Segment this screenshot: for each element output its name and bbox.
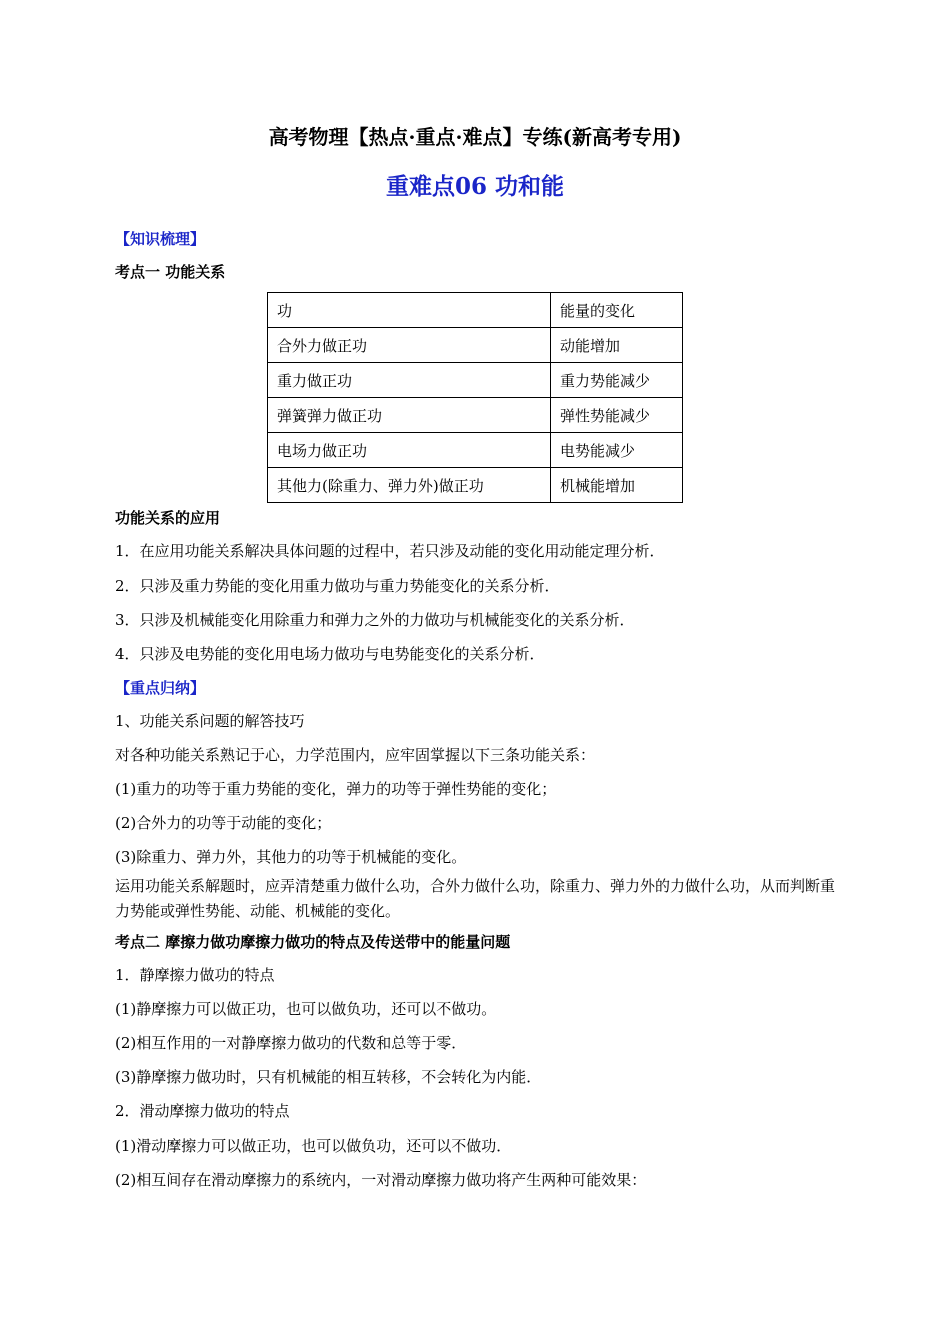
list-item: (2)相互作用的一对静摩擦力做功的代数和总等于零． xyxy=(115,1034,467,1052)
list-item: (3)除重力、弹力外，其他力的功等于机械能的变化。 xyxy=(115,848,467,866)
table-cell: 其他力(除重力、弹力外)做正功 xyxy=(268,468,551,503)
table-header-cell: 功 xyxy=(268,293,551,328)
list-item: 1．在应用功能关系解决具体问题的过程中，若只涉及动能的变化用动能定理分析． xyxy=(115,542,665,560)
paragraph: 运用功能关系解题时，应弄清楚重力做什么功，合外力做什么功，除重力、弹力外的力做什么功，从而判断重力势能或弹性势能、动能、机械能的变化。 xyxy=(115,877,836,920)
table-row xyxy=(268,468,683,503)
point1-heading: 考点一 功能关系 xyxy=(115,263,226,281)
table-header-cell: 能量的变化 xyxy=(551,293,683,328)
table-cell: 电势能减少 xyxy=(551,433,683,468)
table-cell: 弹簧弹力做正功 xyxy=(268,398,551,433)
list-item: 3．只涉及机械能变化用除重力和弹力之外的力做功与机械能变化的关系分析． xyxy=(115,611,635,629)
paragraph: 对各种功能关系熟记于心，力学范围内，应牢固掌握以下三条功能关系： xyxy=(115,746,596,764)
section-knowledge-heading: 【知识梳理】 xyxy=(115,230,206,248)
list-item: (2)相互间存在滑动摩擦力的系统内，一对滑动摩擦力做功将产生两种可能效果： xyxy=(115,1171,647,1189)
section-key-summary-heading: 【重点归纳】 xyxy=(115,679,206,697)
table-cell: 机械能增加 xyxy=(551,468,683,503)
table-row xyxy=(268,398,683,433)
list-item: (1)静摩擦力可以做正功，也可以做负功，还可以不做功。 xyxy=(115,1000,497,1018)
list-item: 4．只涉及电势能的变化用电场力做功与电势能变化的关系分析． xyxy=(115,645,545,663)
list-item: 2．只涉及重力势能的变化用重力做功与重力势能变化的关系分析． xyxy=(115,577,560,595)
page-subtitle: 重难点06 功和能 xyxy=(385,173,564,200)
table-cell: 重力做正功 xyxy=(268,363,551,398)
subheading: 1．静摩擦力做功的特点 xyxy=(115,966,275,984)
list-item: (3)静摩擦力做功时，只有机械能的相互转移，不会转化为内能． xyxy=(115,1068,542,1086)
list-item: (1)重力的功等于重力势能的变化，弹力的功等于弹性势能的变化； xyxy=(115,780,557,798)
table-cell: 合外力做正功 xyxy=(268,328,551,363)
page-title: 高考物理【热点·重点·难点】专练(新高考专用) xyxy=(268,125,682,149)
point2-heading: 考点二 摩擦力做功摩擦力做功的特点及传送带中的能量问题 xyxy=(115,933,511,951)
list-item: (2)合外力的功等于动能的变化； xyxy=(115,814,332,832)
application-heading: 功能关系的应用 xyxy=(115,509,221,527)
table-cell: 弹性势能减少 xyxy=(551,398,683,433)
table-cell: 重力势能减少 xyxy=(551,363,683,398)
table-row xyxy=(268,433,683,468)
tips-heading: 1、功能关系问题的解答技巧 xyxy=(115,712,305,730)
work-energy-table xyxy=(267,292,683,503)
table-cell: 电场力做正功 xyxy=(268,433,551,468)
table-row xyxy=(268,328,683,363)
table-cell: 动能增加 xyxy=(551,328,683,363)
table-header-row xyxy=(268,293,683,328)
table-row xyxy=(268,363,683,398)
subheading: 2．滑动摩擦力做功的特点 xyxy=(115,1102,290,1120)
list-item: (1)滑动摩擦力可以做正功，也可以做负功，还可以不做功． xyxy=(115,1137,512,1155)
